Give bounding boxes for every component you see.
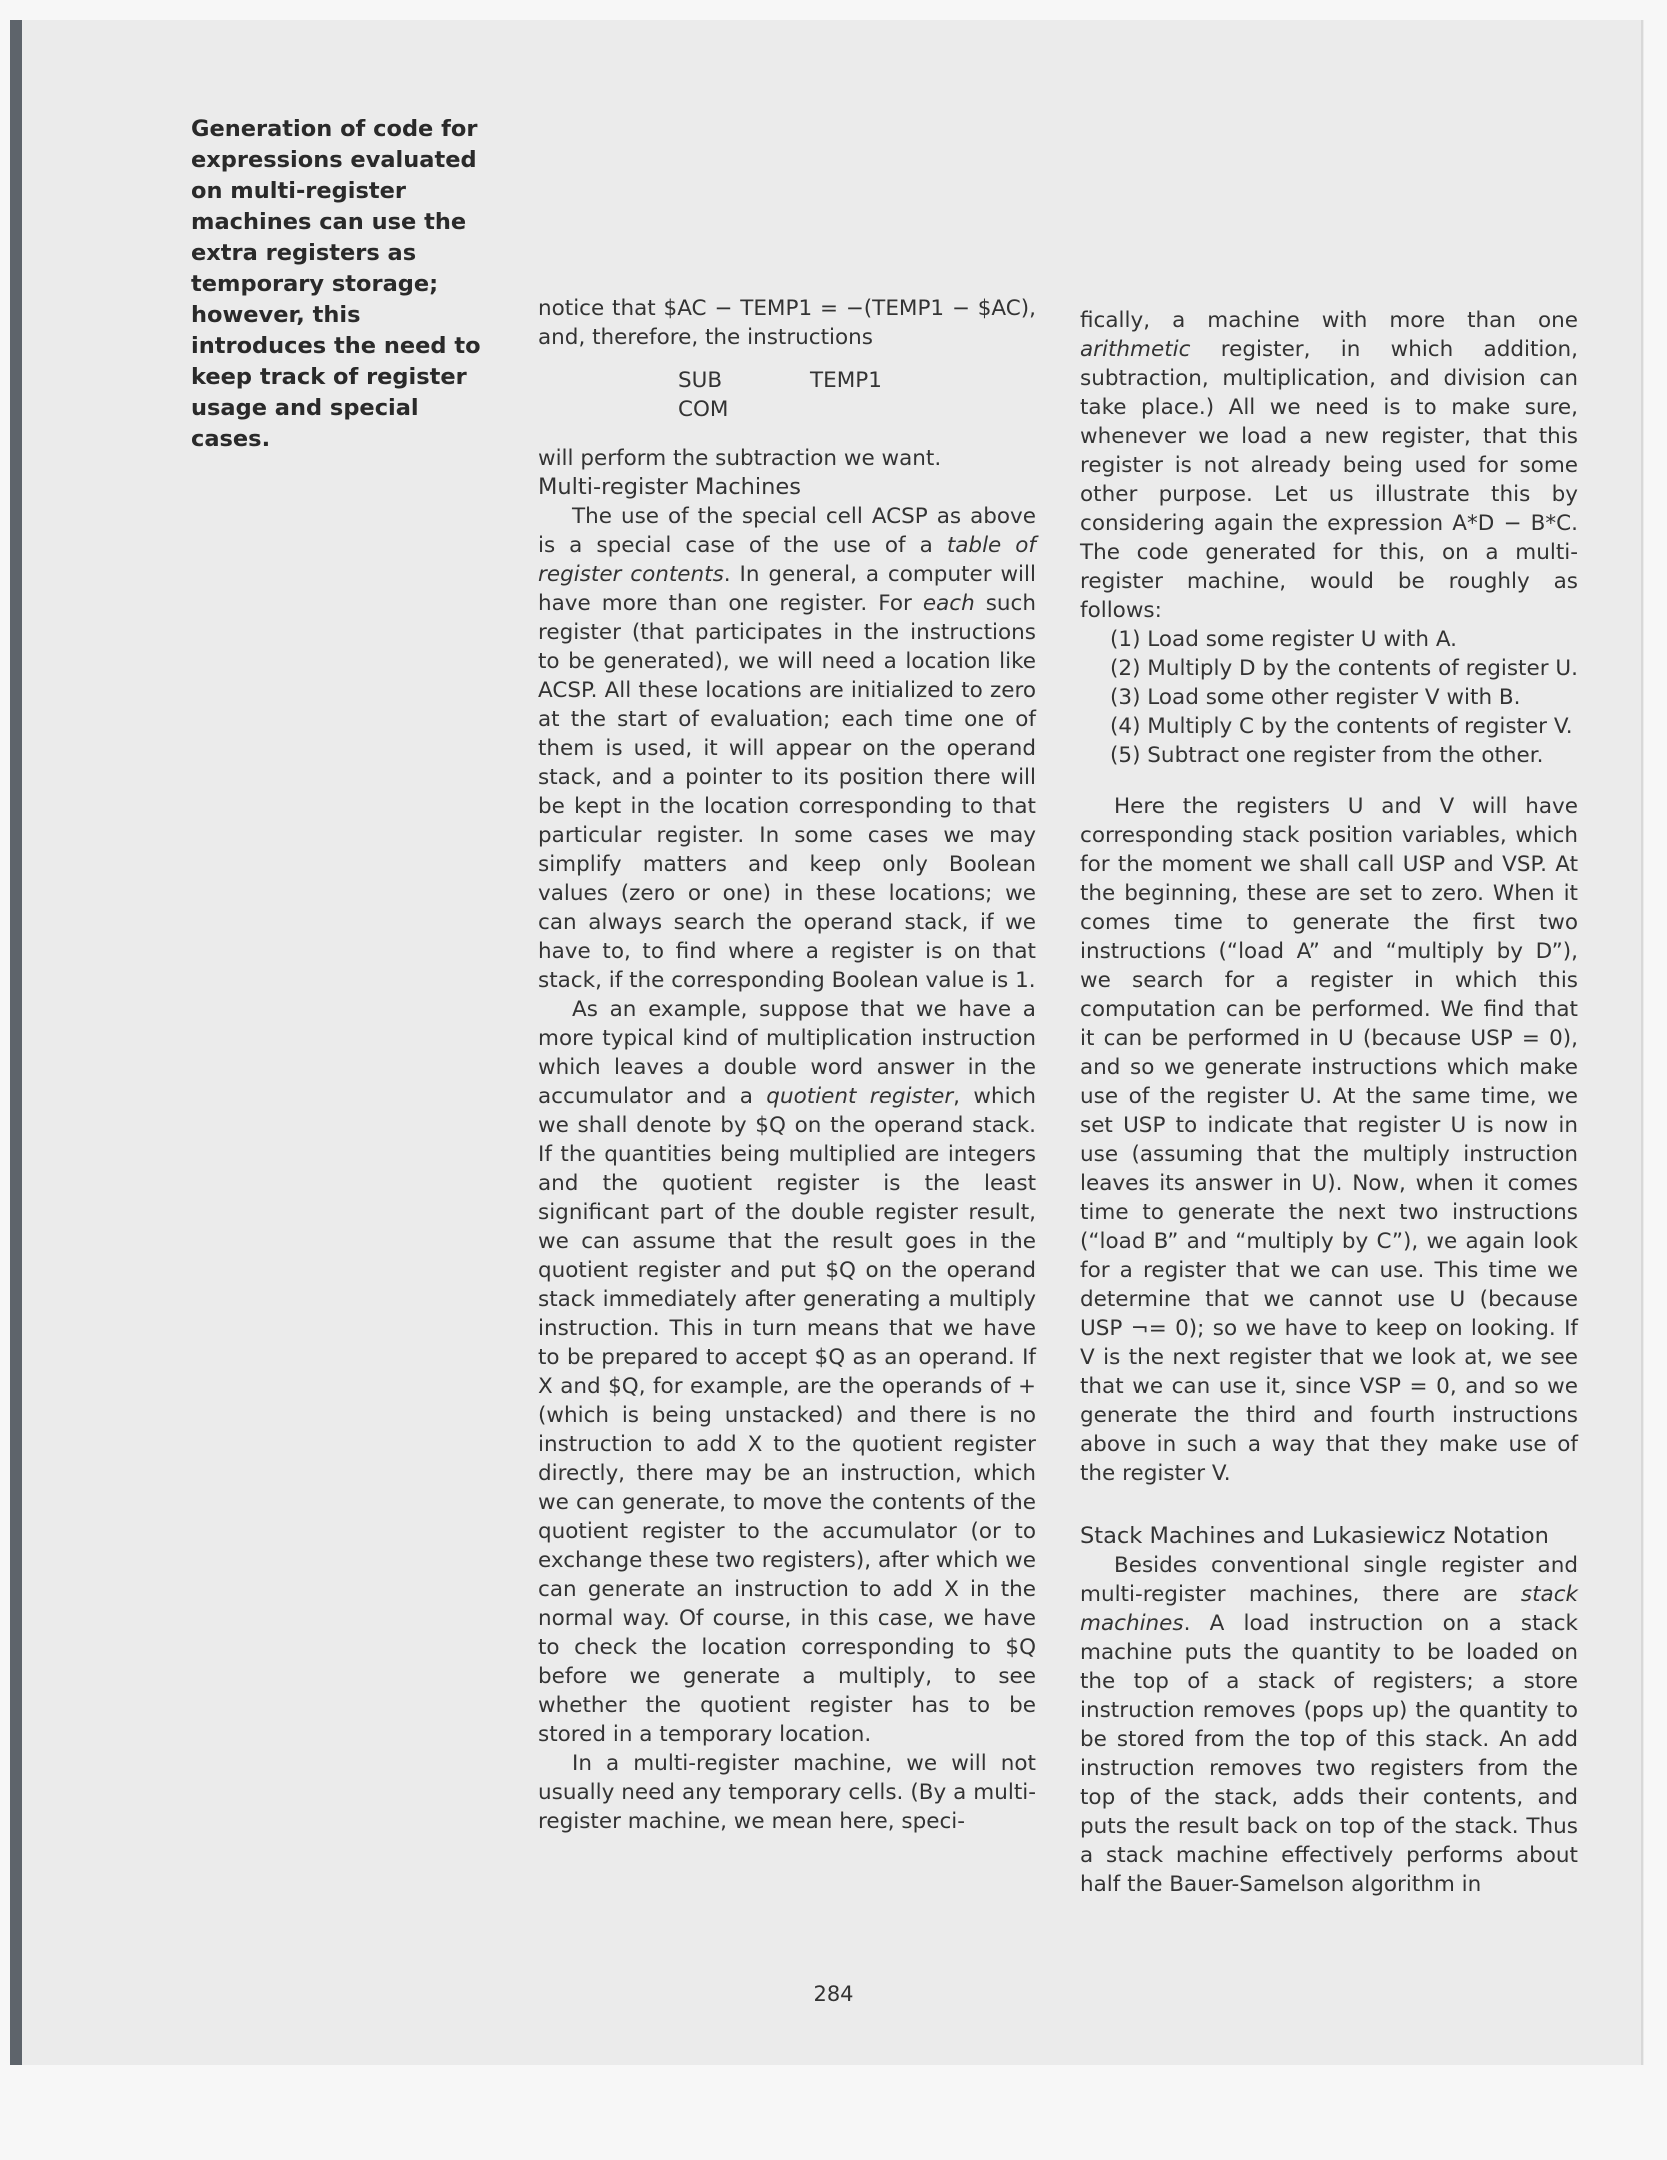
code-line: COM: [678, 397, 729, 422]
list-item: (1) Load some register U with A.: [1110, 627, 1457, 652]
paragraph: As an example, suppose that we have a more typical kind of multiplication instruction which leaves a double word answer in the accumulator and a quotient register, which we shall denote by $Q on the operand stack. If the quantities being multiplied are integers and the quotient register is the least significant part of the double register result, we can assume that the result goes in the quotient register and put $Q on the operand stack immediately after generating a multiply instruction. This in turn means that we have to be prepared to accept $Q as an operand. If X and $Q, for example, are the operands of + (which is being unstacked) and there is no instruction to add X to the quotient register directly, there may be an instruction, which we can generate, to move the contents of the quotient register to the accumulator (or to exchange these two registers), after which we can generate an instruction to add X in the normal way. Of course, in this case, we have to check the location corresponding to $Q before we generate a multiply, to see whether the quotient register has to be stored in a temporary location.: [538, 997, 1036, 1747]
after-code-paragraph: will perform the subtraction we want.: [538, 446, 942, 471]
page-number: 284: [813, 1982, 854, 2006]
section-heading-stack-machines: Stack Machines and Lukasiewicz Notation: [1080, 1523, 1549, 1549]
code-block: [678, 366, 1036, 424]
paragraph: Here the registers U and V will have corresponding stack position variables, which for the moment we shall call USP and VSP. At the beginning, these are set to zero. When it comes time to generate the first two instructions (“load A” and “multiply by D”), we search for a register in which this computation can be performed. We find that it can be performed in U (because USP = 0), and so we generate instructions which make use of the register U. At the same time, we set USP to indicate that register U is now in use (assuming that the multiply instruction leaves its answer in U). Now, when it comes time to generate the next two instructions (“load B” and “multiply by C”), we again look for a register that we can use. This time we determine that we cannot use U (because USP ¬= 0); so we have to keep on looking. If V is the next register that we look at, we see that we can use it, since VSP = 0, and so we generate the third and fourth instructions above in such a way that they make use of the register V.: [1080, 794, 1578, 1486]
paragraph: The use of the special cell ACSP as above is a special case of the use of a table of register contents. In general, a computer will have more than one register. For each such register (that participates in the instructions to be generated), we will need a location like ACSP. All these locations are initialized to zero at the start of evaluation; each time one of them is used, it will appear on the operand stack, and a pointer to its position there will be kept in the location corresponding to that particular register. In some cases we may simplify matters and keep only Boolean values (zero or one) in these locations; we can always search the operand stack, if we have to, to find where a register is on that stack, if the corresponding Boolean value is 1.: [538, 504, 1037, 993]
section-heading-multi-register: Multi-register Machines: [538, 474, 801, 500]
page-right-edge: [1641, 20, 1643, 2065]
intro-paragraph: notice that $AC − TEMP1 = −(TEMP1 − $AC), and, therefore, the instructions: [538, 296, 1036, 350]
code-line: SUB TEMP1: [678, 368, 882, 393]
list-item: (5) Subtract one register from the other.: [1110, 743, 1544, 768]
paragraph: In a multi-register machine, we will not usually need any temporary cells. (By a multi-register machine, we mean here, speci-: [538, 1751, 1036, 1834]
margin-note: Generation of code for expressions evaluated on multi-register machines can use the extra registers as temporary storage; however, this introduces the need to keep track of register usage and special cases.: [191, 116, 481, 452]
step-list: [1080, 625, 1578, 770]
text-column-left: [538, 294, 1036, 1836]
list-item: (3) Load some other register V with B.: [1110, 685, 1521, 710]
paragraph: fically, a machine with more than one arithmetic register, in which addition, subtraction, multiplication, and division can take place.) All we need is to make sure, whenever we load a new register, that this register is not already being used for some other purpose. Let us illustrate this by considering again the expression A*D − B*C. The code generated for this, on a multi-register machine, would be roughly as follows:: [1080, 308, 1578, 623]
paragraph: Besides conventional single register and multi-register machines, there are stack machines. A load instruction on a stack machine puts the quantity to be loaded on the top of a stack of registers; a store instruction removes (pops up) the quantity to be stored from the top of this stack. An add instruction removes two registers from the top of the stack, adds their contents, and puts the result back on top of the stack. Thus a stack machine effectively performs about half the Bauer-Samelson algorithm in: [1080, 1553, 1578, 1897]
text-column-right: [1080, 306, 1578, 1899]
list-item: (4) Multiply C by the contents of register V.: [1110, 714, 1573, 739]
list-item: (2) Multiply D by the contents of register U.: [1110, 656, 1578, 681]
